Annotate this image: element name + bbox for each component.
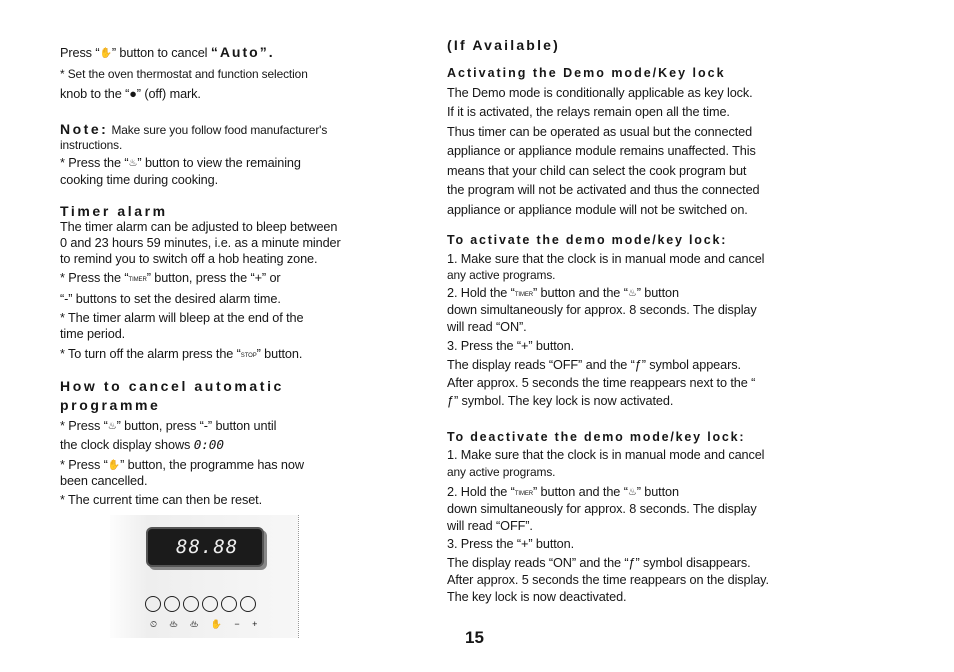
knob-4 (202, 596, 218, 612)
cook-icon: ♨ (128, 158, 138, 169)
clock-display-value: 0:00 (193, 437, 224, 452)
cook-icon: ♨ (107, 421, 117, 432)
knob-5 (221, 596, 237, 612)
note: Note: Make sure you follow food manufacturer's (60, 121, 328, 137)
cook-icon: ♨ (627, 487, 637, 498)
knob-row (145, 596, 265, 616)
hand-icon: ✋ (107, 460, 121, 471)
lcd-display: 88.88 (146, 527, 264, 567)
knob-3 (183, 596, 199, 612)
knob-labels: ⏲ ♨ ♨ ✋ − + (150, 619, 263, 629)
timer-icon: TIMER (514, 292, 533, 298)
demo-heading: Activating the Demo mode/Key lock (447, 66, 726, 80)
auto-bullet-cont: knob to the “●” (off) mark. (60, 87, 201, 101)
page-number: 15 (465, 628, 484, 647)
knob-1 (145, 596, 161, 612)
knob-2 (164, 596, 180, 612)
if-available-heading: (If Available) (447, 37, 561, 53)
timer-icon: TIMER (514, 491, 533, 497)
activate-heading: To activate the demo mode/key lock: (447, 233, 728, 247)
auto-bullet: * Set the oven thermostat and function selection (60, 67, 308, 81)
stop-icon: STOP (240, 353, 257, 359)
hand-icon: ✋ (99, 48, 112, 59)
timer-alarm-heading: Timer alarm (60, 203, 168, 219)
cancel-heading: How to cancel automatic (60, 378, 284, 394)
timer-icon: TIMER (128, 277, 147, 283)
deactivate-heading: To deactivate the demo mode/key lock: (447, 430, 746, 444)
knob-6 (240, 596, 256, 612)
cook-icon: ♨ (627, 288, 637, 299)
auto-cancel-line: Press “✋” button to cancel “Auto”. (60, 44, 275, 63)
note-bullet: * Press the “♨” button to view the remaining (60, 155, 301, 173)
